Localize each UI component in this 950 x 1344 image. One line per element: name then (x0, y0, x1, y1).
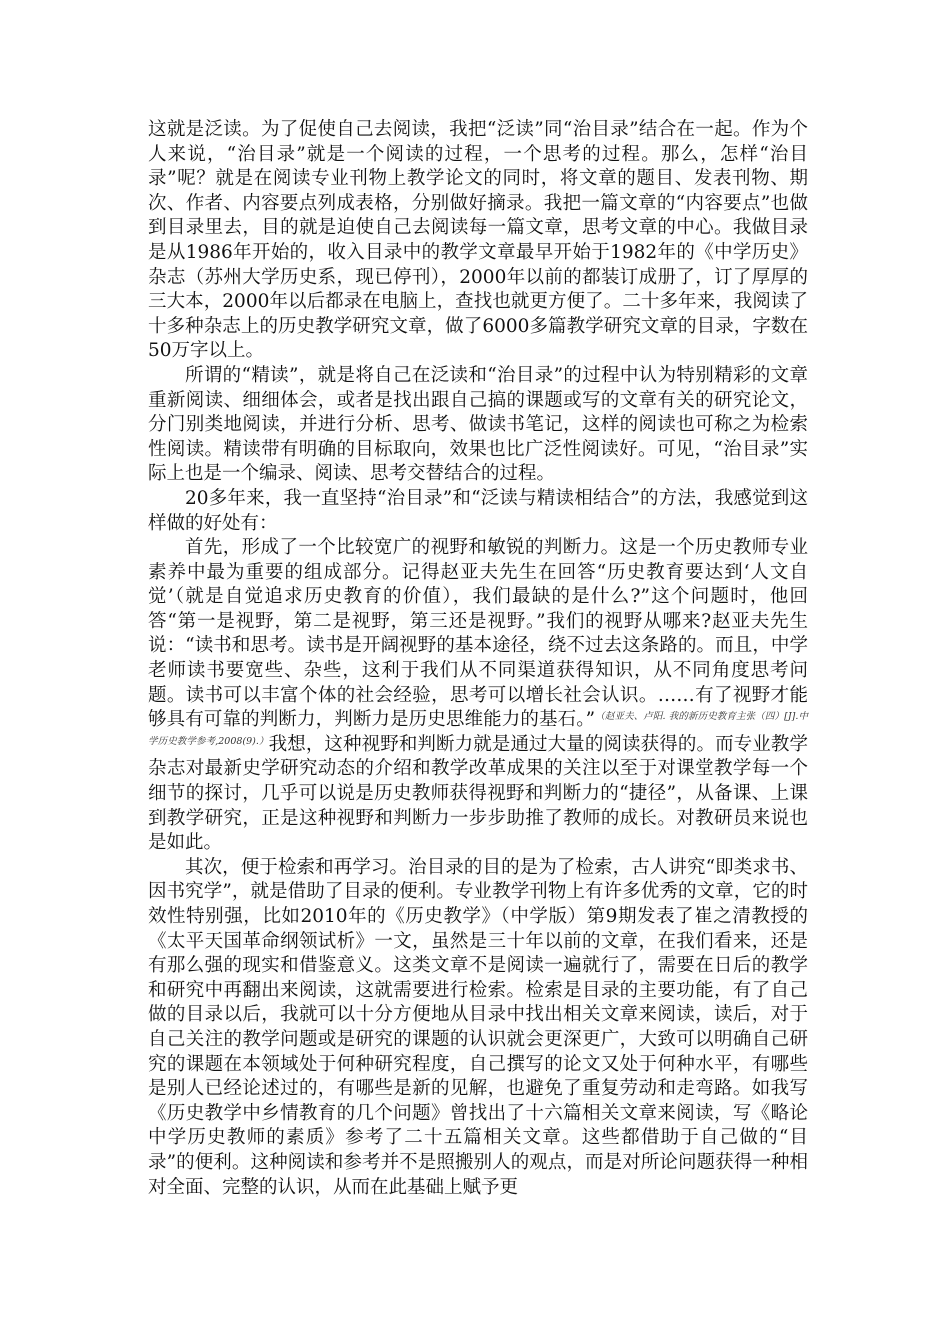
citation-note: （赵亚夫、卢阳. 我的新历史教育主张（四）[J].中学历史教学参考,2008(9).） (148, 711, 809, 747)
paragraph-intensive-reading: 所谓的“精读”，就是将自己在泛读和“治目录”的过程中认为特别精彩的文章重新阅读、细细体会，或者是找出跟自己搞的课题或写的文章有关的研究论文，分门别类地阅读，并进行分析、思考、做读书笔记，这样的阅读也可称之为检索性阅读。精读带有明确的目标取向，效果也比广泛性阅读好。可见，“治目录”实际上也是一个编录、阅读、思考交替结合的过程。 (148, 364, 808, 485)
paragraph-retrieval: 其次，便于检索和再学习。治目录的目的是为了检索，古人讲究“即类求书、因书究学”，就是借助了目录的便利。专业教学刊物上有许多优秀的文章，它的时效性特别强，比如2010年的《历史教学》（中学版）第9期发表了崔之清教授的《太平天国革命纲领试析》一文，虽然是三十年以前的文章，在我们看来，还是有那么强的现实和借鉴意义。这类文章不是阅读一遍就行了，需要在日后的教学和研究中再翻出来阅读，这就需要进行检索。检索是目录的主要功能，有了自己做的目录以后，我就可以十分方便地从目录中找出相关文章来阅读，读后，对于自己关注的教学问题或是研究的课题的认识就会更深更广，大致可以明确自己研究的课题在本领域处于何种研究程度，自己撰写的论文又处于何种水平，有哪些是别人已经论述过的，有哪些是新的见解，也避免了重复劳动和走弯路。如我写《历史教学中乡情教育的几个问题》曾找出了十六篇相关文章来阅读，写《略论中学历史教师的素质》参考了二十五篇相关文章。这些都借助于自己做的“目录”的便利。这种阅读和参考并不是照搬别人的观点，而是对所论问题获得一种相对全面、完整的认识，从而在此基础上赋予更 (148, 856, 808, 1198)
document-page (148, 118, 808, 1200)
paragraph-benefits-intro: 20多年来，我一直坚持“治目录”和“泛读与精读相结合”的方法，我感觉到这样做的好处有： (148, 487, 808, 534)
paragraph-text-after-citation: 我想，这种视野和判断力就是通过大量的阅读获得的。而专业教学杂志对最新史学研究动态的介绍和教学改革成果的关注以至于对课堂教学每一个细节的探讨，几乎可以说是历史教师获得视野和判断力的“捷径”，从备课、上课到教学研究，正是这种视野和判断力一步步助推了教师的成长。对教研员来说也是如此。 (148, 733, 808, 854)
paragraph-text-before-citation: 首先，形成了一个比较宽广的视野和敏锐的判断力。这是一个历史教师专业素养中最为重要的组成部分。记得赵亚夫先生在回答“历史教育要达到‘人文自觉’（就是自觉追求历史教育的价值），我们最缺的是什么?”这个问题时，他回答“第一是视野，第二是视野，第三还是视野。”我们的视野从哪来?赵亚夫先生说：“读书和思考。读书是开阔视野的基本途径，绕不过去这条路的。而且，中学老师读书要宽些、杂些，这利于我们从不同渠道获得知识，从不同角度思考问题。读书可以丰富个体的社会经验，思考可以增长社会认识。……有了视野才能够具有可靠的判断力，判断力是历史思维能力的基石。” (148, 537, 808, 731)
paragraph-vision-judgment (148, 536, 808, 856)
paragraph-general-reading: 这就是泛读。为了促使自己去阅读，我把“泛读”同“治目录”结合在一起。作为个人来说，“治目录”就是一个阅读的过程，一个思考的过程。那么，怎样“治目录”呢？就是在阅读专业刊物上教学论文的同时，将文章的题目、发表刊物、期次、作者、内容要点列成表格，分别做好摘录。我把一篇文章的“内容要点”也做到目录里去，目的就是迫使自己去阅读每一篇文章，思考文章的中心。我做目录是从1986年开始的，收入目录中的教学文章最早开始于1982年的《中学历史》杂志（苏州大学历史系，现已停刊），2000年以前的都装订成册了，订了厚厚的三大本，2000年以后都录在电脑上，查找也就更方便了。二十多年来，我阅读了十多种杂志上的历史教学研究文章，做了6000多篇教学研究文章的目录，字数在50万字以上。 (148, 119, 808, 362)
